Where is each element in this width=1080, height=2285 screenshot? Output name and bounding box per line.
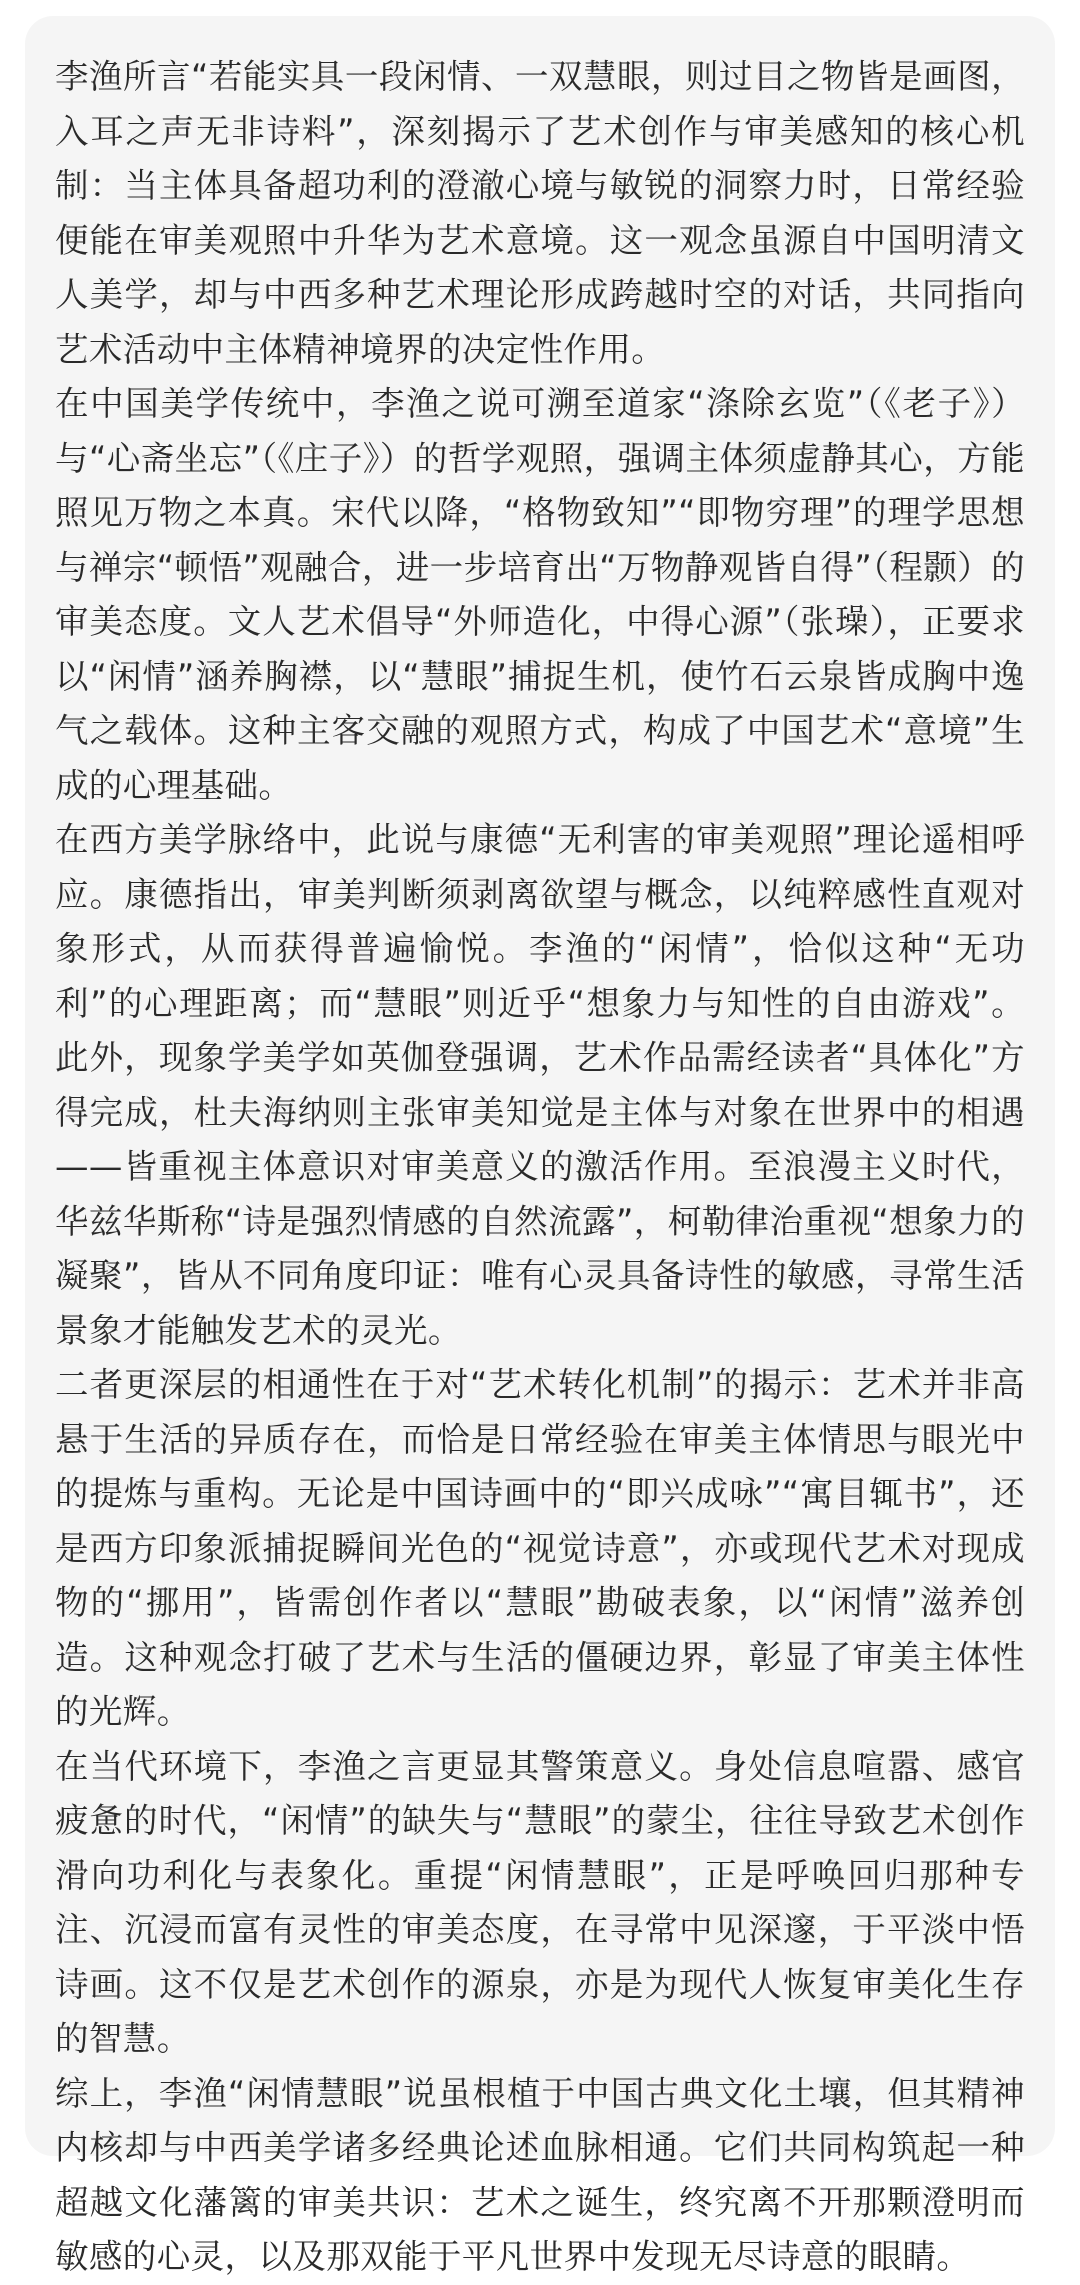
- paragraph-contemporary-significance: 在当代环境下，李渔之言更显其警策意义。身处信息喧嚣、感官疲惫的时代，“闲情”的缺失与“慧眼”的蒙尘，往往导致艺术创作滑向功利化与表象化。重提“闲情慧眼”，正是呼唤回归那种专注、沉浸而富有灵性的审美态度，在寻常中见深邃，于平淡中悟诗画。这不仅是艺术创作的源泉，亦是为现代人恢复审美化生存的智慧。: [55, 1746, 1025, 2058]
- article-card: [25, 16, 1055, 2276]
- paragraph-western-aesthetics: 在西方美学脉络中，此说与康德“无利害的审美观照”理论遥相呼应。康德指出，审美判断须剥离欲望与概念，以纯粹感性直观对象形式，从而获得普遍愉悦。李渔的“闲情”，恰似这种“无功利”的心理距离；而“慧眼”则近乎“想象力与知性的自由游戏”。此外，现象学美学如英伽登强调，艺术作品需经读者“具体化”方得完成，杜夫海纳则主张审美知觉是主体与对象在世界中的相遇——皆重视主体意识对审美意义的激活作用。至浪漫主义时代，华兹华斯称“诗是强烈情感的自然流露”，柯勒律治重视“想象力的凝聚”，皆从不同角度印证：唯有心灵具备诗性的敏感，寻常生活景象才能触发艺术的灵光。: [55, 820, 1025, 1350]
- paragraph-chinese-aesthetics: 在中国美学传统中，李渔之说可溯至道家“涤除玄览”（《老子》）与“心斋坐忘”（《庄子》）的哲学观照，强调主体须虚静其心，方能照见万物之本真。宋代以降，“格物致知”“即物穷理”的理学思想与禅宗“顿悟”观融合，进一步培育出“万物静观皆自得”（程颢）的审美态度。文人艺术倡导“外师造化，中得心源”（张璪），正要求以“闲情”涵养胸襟，以“慧眼”捕捉生机，使竹石云泉皆成胸中逸气之载体。这种主客交融的观照方式，构成了中国艺术“意境”生成的心理基础。: [55, 384, 1025, 805]
- paragraph-intro: 李渔所言“若能实具一段闲情、一双慧眼，则过目之物皆是画图，入耳之声无非诗料”，深刻揭示了艺术创作与审美感知的核心机制：当主体具备超功利的澄澈心境与敏锐的洞察力时，日常经验便能在审美观照中升华为艺术意境。这一观念虽源自中国明清文人美学，却与中西多种艺术理论形成跨越时空的对话，共同指向艺术活动中主体精神境界的决定性作用。: [55, 57, 1025, 369]
- paragraph-conclusion: 综上，李渔“闲情慧眼”说虽根植于中国古典文化土壤，但其精神内核却与中西美学诸多经典论述血脉相通。它们共同构筑起一种超越文化藩篱的审美共识：艺术之诞生，终究离不开那颗澄明而敏感的心灵，以及那双能于平凡世界中发现无尽诗意的眼睛。: [55, 2073, 1025, 2276]
- paragraph-transformation-mechanism: 二者更深层的相通性在于对“艺术转化机制”的揭示：艺术并非高悬于生活的异质存在，而恰是日常经验在审美主体情思与眼光中的提炼与重构。无论是中国诗画中的“即兴成咏”“寓目辄书”，还是西方印象派捕捉瞬间光色的“视觉诗意”，亦或现代艺术对现成物的“挪用”，皆需创作者以“慧眼”勘破表象，以“闲情”滋养创造。这种观念打破了艺术与生活的僵硬边界，彰显了审美主体性的光辉。: [55, 1365, 1025, 1731]
